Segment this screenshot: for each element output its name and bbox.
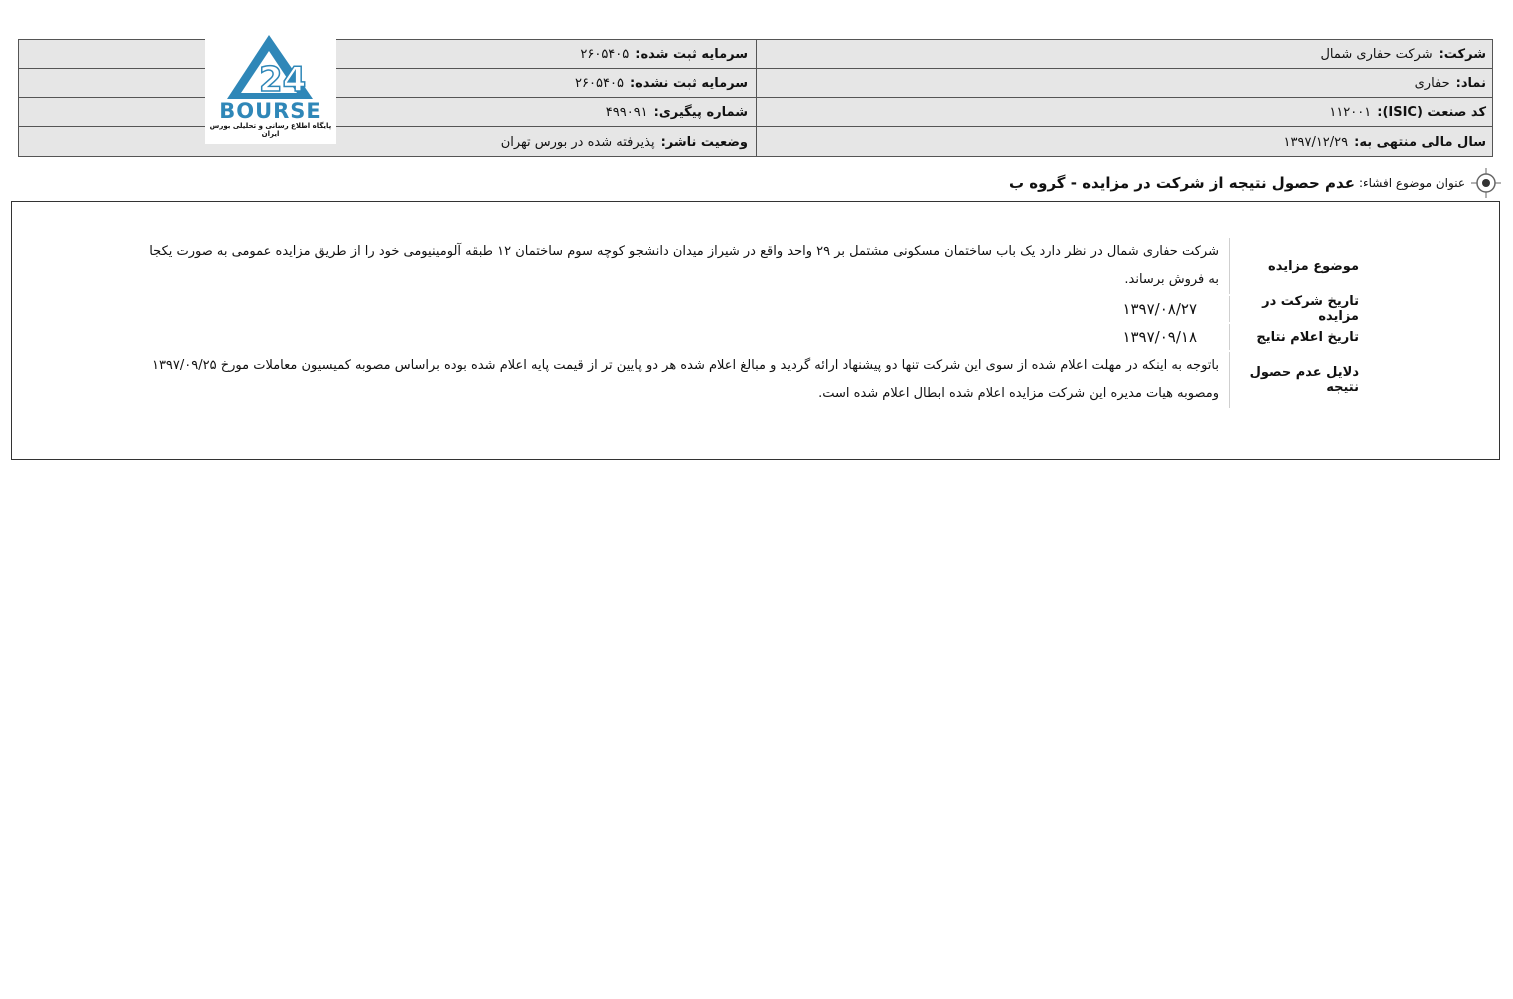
participation-date-label: تاریخ شرکت در مزایده bbox=[1229, 296, 1367, 322]
logo-triangle-icon bbox=[205, 17, 336, 102]
failure-reasons-value: باتوجه به اینکه در مهلت اعلام شده از سوی این شرکت تنها دو پیشنهاد ارائه گردید و مبالغ اعلام شده هر دو پایین تر از قیمت پایه اعلام شده بوده براساس مصوبه کمیسیون معاملات مورخ ۱۳۹۷/۰۹/۲۵ ومصوبه هیات مدیره این شرکت مزایده اعلام شده ابطال اعلام شده است. bbox=[151, 358, 1219, 401]
detail-row-auction-subject bbox=[149, 238, 1367, 294]
auction-subject-value: شرکت حفاری شمال در نظر دارد یک باب ساختمان مسکونی مشتمل بر ۲۹ واحد واقع در شیراز میدان دانشجو کوچه سوم ساختمان ۱۲ طبقه آلومینیومی خود را از طریق مزایده عمومی به صورت یکجا به فروش برساند. bbox=[149, 244, 1219, 287]
fiscal-year-cell bbox=[1284, 128, 1486, 157]
registered-capital-cell bbox=[580, 40, 748, 68]
isic-value: ۱۱۲۰۰۱ bbox=[1329, 104, 1372, 120]
symbol-value: حفاری bbox=[1414, 75, 1450, 91]
registered-capital-label: سرمایه ثبت شده: bbox=[635, 46, 748, 62]
unregistered-capital-cell bbox=[575, 69, 748, 97]
subject-title: عدم حصول نتیجه از شرکت در مزایده - گروه ب bbox=[1009, 174, 1355, 192]
unregistered-capital-label: سرمایه ثبت نشده: bbox=[629, 75, 748, 91]
company-label: شرکت: bbox=[1438, 46, 1486, 62]
isic-label: کد صنعت (ISIC): bbox=[1377, 104, 1486, 120]
subject-label: عنوان موضوع افشاء: bbox=[1358, 176, 1465, 190]
participation-date-value: ۱۳۹۷/۰۸/۲۷ bbox=[1122, 300, 1197, 318]
isic-cell bbox=[1329, 98, 1486, 126]
detail-row-failure-reasons bbox=[151, 352, 1367, 408]
symbol-label: نماد: bbox=[1455, 75, 1486, 91]
logo-number: 24 bbox=[259, 60, 307, 100]
disclosure-subject bbox=[1009, 168, 1501, 198]
results-date-label: تاریخ اعلام نتایج bbox=[1229, 324, 1367, 350]
tracking-value: ۴۹۹۰۹۱ bbox=[605, 104, 648, 120]
fiscal-year-label: سال مالی منتهی به: bbox=[1354, 135, 1486, 150]
bourse24-logo bbox=[205, 17, 336, 144]
company-value: شرکت حفاری شمال bbox=[1320, 46, 1433, 62]
failure-reasons-label: دلایل عدم حصول نتیجه bbox=[1229, 352, 1367, 408]
symbol-cell bbox=[1415, 69, 1486, 97]
tracking-cell bbox=[606, 98, 748, 126]
results-date-value: ۱۳۹۷/۰۹/۱۸ bbox=[1122, 328, 1197, 346]
target-icon bbox=[1471, 168, 1501, 198]
detail-row-participation-date bbox=[154, 296, 1367, 322]
detail-row-results-date bbox=[154, 324, 1367, 350]
registered-capital-value: ۲۶۰۵۴۰۵ bbox=[580, 46, 630, 62]
tracking-label: شماره پیگیری: bbox=[653, 104, 748, 120]
publisher-status-value: پذیرفته شده در بورس تهران bbox=[500, 135, 655, 150]
logo-wordmark: BOURSE bbox=[219, 99, 322, 123]
publisher-status-label: وضعیت ناشر: bbox=[660, 135, 748, 150]
unregistered-capital-value: ۲۶۰۵۴۰۵ bbox=[575, 75, 624, 91]
publisher-status-cell bbox=[501, 128, 748, 157]
logo-tagline: پایگاه اطلاع رسانی و تحلیلی بورس ایران bbox=[209, 122, 332, 138]
auction-subject-label: موضوع مزایده bbox=[1229, 238, 1367, 294]
company-cell bbox=[1320, 40, 1486, 68]
fiscal-year-value: ۱۳۹۷/۱۲/۲۹ bbox=[1283, 135, 1349, 150]
